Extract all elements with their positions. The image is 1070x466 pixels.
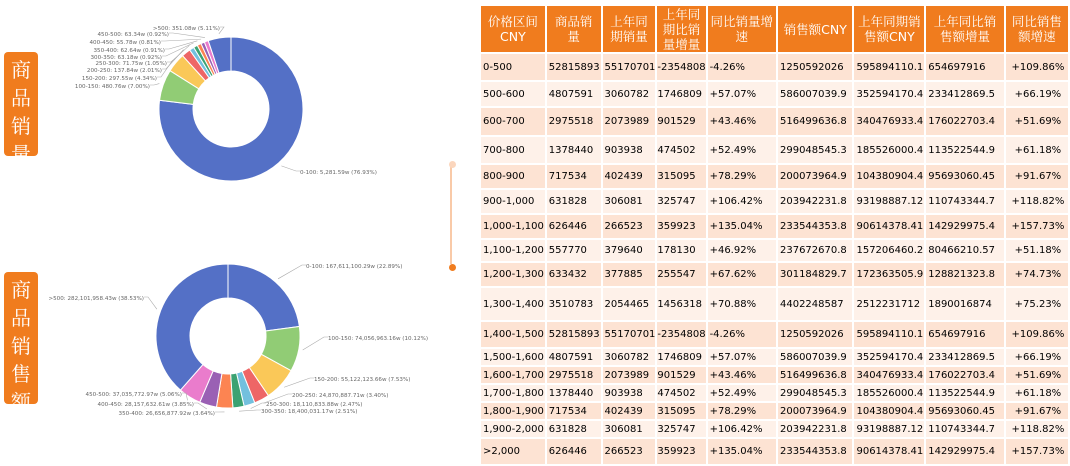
table-row xyxy=(481,322,1068,347)
slice-label-line xyxy=(303,337,328,350)
table-cell: 3060782 xyxy=(603,82,656,106)
table-cell: 266523 xyxy=(603,439,656,464)
table-cell: 113522544.9 xyxy=(926,137,1004,163)
table-cell: 340476933.4 xyxy=(854,367,924,383)
table-cell: 901529 xyxy=(657,108,705,135)
table-cell: 631828 xyxy=(547,421,601,437)
table-cell: 299048545.3 xyxy=(778,137,852,163)
table-cell: 3060782 xyxy=(603,349,656,365)
table-cell: 233412869.5 xyxy=(926,82,1004,106)
table-cell: 1,100-1,200 xyxy=(481,240,545,261)
table-cell: 1,900-2,000 xyxy=(481,421,545,437)
table-cell: 200073964.9 xyxy=(778,403,852,419)
table-header: 上年同期比销量增量 xyxy=(657,6,705,52)
table-cell: 1,600-1,700 xyxy=(481,367,545,383)
table-cell: 800-900 xyxy=(481,165,545,188)
table-cell: +52.49% xyxy=(708,385,776,401)
slice-label-line xyxy=(281,166,300,171)
slice-label: 450-500: 37,035,772.97w (5.06%) xyxy=(86,392,182,398)
slice-label: 200-250: 137.84w (2.01%) xyxy=(87,68,162,74)
slice-label-line xyxy=(278,265,306,279)
table-cell: +70.88% xyxy=(708,288,776,320)
table-row xyxy=(481,54,1068,80)
table-cell: +78.29% xyxy=(708,403,776,419)
table-cell: 315095 xyxy=(657,165,705,188)
table-cell: 379640 xyxy=(603,240,656,261)
table-row xyxy=(481,385,1068,401)
table-header: 上年同期销量 xyxy=(603,6,656,52)
slice-label: 450-500: 63.34w (0.92%) xyxy=(97,32,169,38)
table-cell: 654697916 xyxy=(926,322,1004,347)
table-cell: +52.49% xyxy=(708,137,776,163)
sales-amount-donut-chart xyxy=(42,225,462,440)
slice-label-line xyxy=(284,378,314,387)
slice-label: 400-450: 55.78w (0.81%) xyxy=(89,40,161,46)
table-cell: 255547 xyxy=(657,263,705,286)
table-cell: 110743344.7 xyxy=(926,190,1004,213)
table-row xyxy=(481,137,1068,163)
table-cell: 352594170.4 xyxy=(854,82,924,106)
table-cell: 1,300-1,400 xyxy=(481,288,545,320)
table-cell: -2354808 xyxy=(657,54,705,80)
slice-label: 0-100: 167,611,100.29w (22.89%) xyxy=(306,264,402,270)
table-cell: 474502 xyxy=(657,137,705,163)
table-cell: +51.69% xyxy=(1006,108,1068,135)
table-cell: 325747 xyxy=(657,190,705,213)
table-cell: 128821323.8 xyxy=(926,263,1004,286)
table-cell: 516499636.8 xyxy=(778,367,852,383)
table-cell: 185526000.4 xyxy=(854,385,924,401)
table-cell: 2073989 xyxy=(603,108,656,135)
table-cell: +43.46% xyxy=(708,108,776,135)
table-cell: 203942231.8 xyxy=(778,190,852,213)
table-cell: 352594170.4 xyxy=(854,349,924,365)
table-cell: 500-600 xyxy=(481,82,545,106)
table-cell: 4402248587 xyxy=(778,288,852,320)
table-row xyxy=(481,367,1068,383)
table-header: 商品销量 xyxy=(547,6,601,52)
table-cell: +75.23% xyxy=(1006,288,1068,320)
table-header: 同比销量增速 xyxy=(708,6,776,52)
table-cell: 1,000-1,100 xyxy=(481,215,545,238)
table-cell: 717534 xyxy=(547,165,601,188)
table-cell: 142929975.4 xyxy=(926,439,1004,464)
table-cell: 2975518 xyxy=(547,367,601,383)
timeline-connector xyxy=(449,160,453,264)
table-cell: +118.82% xyxy=(1006,421,1068,437)
table-cell: +61.18% xyxy=(1006,137,1068,163)
table-cell: +109.86% xyxy=(1006,322,1068,347)
table-cell: 80466210.57 xyxy=(926,240,1004,261)
table-row xyxy=(481,439,1068,464)
table-cell: 1,200-1,300 xyxy=(481,263,545,286)
table-cell: 402439 xyxy=(603,403,656,419)
table-cell: 1890016874 xyxy=(926,288,1004,320)
table-cell: 266523 xyxy=(603,215,656,238)
table-cell: 4807591 xyxy=(547,349,601,365)
table-cell: +91.67% xyxy=(1006,165,1068,188)
table-cell: 1,500-1,600 xyxy=(481,349,545,365)
table-cell: 1456318 xyxy=(657,288,705,320)
table-cell: 172363505.9 xyxy=(854,263,924,286)
table-cell: 0-500 xyxy=(481,54,545,80)
table-cell: -2354808 xyxy=(657,322,705,347)
timeline-dot-bottom xyxy=(449,264,456,271)
table-cell: 90614378.41 xyxy=(854,215,924,238)
table-cell: 110743344.7 xyxy=(926,421,1004,437)
table-cell: +66.19% xyxy=(1006,82,1068,106)
table-cell: 176022703.4 xyxy=(926,108,1004,135)
table-row xyxy=(481,165,1068,188)
table-cell: +61.18% xyxy=(1006,385,1068,401)
table-cell: 631828 xyxy=(547,190,601,213)
table-cell: 55170701 xyxy=(603,54,656,80)
slice-label: 300-350: 63.18w (0.92%) xyxy=(90,55,162,61)
table-cell: 301184829.7 xyxy=(778,263,852,286)
table-cell: 1,800-1,900 xyxy=(481,403,545,419)
slice-label: 100-150: 480.76w (7.00%) xyxy=(75,84,150,90)
table-cell: 176022703.4 xyxy=(926,367,1004,383)
table-cell: +106.42% xyxy=(708,190,776,213)
table-header: 销售额CNY xyxy=(778,6,852,52)
table-row xyxy=(481,288,1068,320)
table-cell: 306081 xyxy=(603,190,656,213)
table-cell: 1250592026 xyxy=(778,322,852,347)
table-cell: 325747 xyxy=(657,421,705,437)
table-cell: +57.07% xyxy=(708,82,776,106)
table-cell: 903938 xyxy=(603,137,656,163)
table-cell: 233544353.8 xyxy=(778,439,852,464)
table-cell: +118.82% xyxy=(1006,190,1068,213)
slice-label-line xyxy=(239,410,261,411)
table-cell: +51.69% xyxy=(1006,367,1068,383)
table-cell: 700-800 xyxy=(481,137,545,163)
slice-label: 350-400: 62.64w (0.91%) xyxy=(93,48,165,54)
table-cell: +74.73% xyxy=(1006,263,1068,286)
table-cell: 377885 xyxy=(603,263,656,286)
table-cell: +109.86% xyxy=(1006,54,1068,80)
table-cell: 104380904.4 xyxy=(854,165,924,188)
table-cell: 52815893 xyxy=(547,54,601,80)
slice-label-line xyxy=(169,33,205,38)
table-cell: 1378440 xyxy=(547,385,601,401)
table-cell: 1,700-1,800 xyxy=(481,385,545,401)
table-cell: -4.26% xyxy=(708,322,776,347)
table-cell: 306081 xyxy=(603,421,656,437)
table-cell: +46.92% xyxy=(708,240,776,261)
slice-label: 200-250: 24,870,887.71w (3.40%) xyxy=(292,393,388,399)
slice-label: 350-400: 26,656,877.92w (3.64%) xyxy=(119,411,215,417)
table-cell: 90614378.41 xyxy=(854,439,924,464)
table-cell: >2,000 xyxy=(481,439,545,464)
table-cell: 55170701 xyxy=(603,322,656,347)
table-cell: 93198887.12 xyxy=(854,190,924,213)
table-cell: 299048545.3 xyxy=(778,385,852,401)
table-cell: 626446 xyxy=(547,215,601,238)
table-cell: 600-700 xyxy=(481,108,545,135)
table-cell: 2054465 xyxy=(603,288,656,320)
table-cell: +135.04% xyxy=(708,439,776,464)
table-header: 价格区间CNY xyxy=(481,6,545,52)
sales-amount-label: 商 品 销 售 额 xyxy=(4,272,38,404)
table-cell: 1378440 xyxy=(547,137,601,163)
table-row xyxy=(481,108,1068,135)
table-row xyxy=(481,215,1068,238)
slice-label: >500: 282,101,958.43w (38.53%) xyxy=(48,296,144,302)
sales-volume-label: 商 品 销 量 xyxy=(4,52,38,156)
table-cell: 903938 xyxy=(603,385,656,401)
table-cell: 1250592026 xyxy=(778,54,852,80)
table-cell: 233412869.5 xyxy=(926,349,1004,365)
table-row xyxy=(481,263,1068,286)
table-cell: 200073964.9 xyxy=(778,165,852,188)
slice-label-line xyxy=(150,84,159,85)
table-cell: 1746809 xyxy=(657,349,705,365)
table-cell: 178130 xyxy=(657,240,705,261)
table-cell: 237672670.8 xyxy=(778,240,852,261)
slice-label: 250-300: 71.75w (1.05%) xyxy=(95,61,167,67)
slice-label: 150-200: 55,122,123.66w (7.53%) xyxy=(314,377,410,383)
table-cell: 142929975.4 xyxy=(926,215,1004,238)
table-cell: 1,400-1,500 xyxy=(481,322,545,347)
table-header: 上年同期销售额CNY xyxy=(854,6,924,52)
table-cell: 717534 xyxy=(547,403,601,419)
donut-slice xyxy=(228,264,299,331)
table-cell: 595894110.1 xyxy=(854,322,924,347)
table-cell: +51.18% xyxy=(1006,240,1068,261)
slice-label: 300-350: 18,400,031.17w (2.51%) xyxy=(261,409,357,415)
table-cell: +43.46% xyxy=(708,367,776,383)
table-row xyxy=(481,82,1068,106)
table-cell: +106.42% xyxy=(708,421,776,437)
table-cell: 185526000.4 xyxy=(854,137,924,163)
table-cell: 52815893 xyxy=(547,322,601,347)
table-cell: 2975518 xyxy=(547,108,601,135)
table-cell: 1746809 xyxy=(657,82,705,106)
table-cell: 586007039.9 xyxy=(778,82,852,106)
table-row xyxy=(481,421,1068,437)
table-cell: 157206460.2 xyxy=(854,240,924,261)
table-row xyxy=(481,240,1068,261)
table-row xyxy=(481,190,1068,213)
table-cell: 95693060.45 xyxy=(926,403,1004,419)
table-row xyxy=(481,349,1068,365)
table-cell: +135.04% xyxy=(708,215,776,238)
table-cell: +66.19% xyxy=(1006,349,1068,365)
table-cell: 474502 xyxy=(657,385,705,401)
sales-volume-donut-chart xyxy=(42,0,462,205)
table-cell: 900-1,000 xyxy=(481,190,545,213)
slice-label: 100-150: 74,056,963.16w (10.12%) xyxy=(328,336,428,342)
table-cell: 557770 xyxy=(547,240,601,261)
table-cell: 4807591 xyxy=(547,82,601,106)
slice-label: 0-100: 5,281.59w (76.93%) xyxy=(300,170,377,176)
table-cell: +91.67% xyxy=(1006,403,1068,419)
table-cell: 233544353.8 xyxy=(778,215,852,238)
donut-slice xyxy=(156,264,228,390)
table-cell: 626446 xyxy=(547,439,601,464)
table-cell: 359923 xyxy=(657,215,705,238)
table-cell: 654697916 xyxy=(926,54,1004,80)
table-cell: +78.29% xyxy=(708,165,776,188)
table-cell: 586007039.9 xyxy=(778,349,852,365)
slice-label: 400-450: 28,157,632.61w (3.85%) xyxy=(98,402,194,408)
table-cell: 95693060.45 xyxy=(926,165,1004,188)
table-cell: 516499636.8 xyxy=(778,108,852,135)
table-cell: +67.62% xyxy=(708,263,776,286)
table-cell: 113522544.9 xyxy=(926,385,1004,401)
slice-label: 250-300: 18,110,833.88w (2.47%) xyxy=(266,402,362,408)
slice-label-line xyxy=(144,297,157,309)
price-range-table xyxy=(479,4,1070,466)
table-cell: 633432 xyxy=(547,263,601,286)
table-cell: +57.07% xyxy=(708,349,776,365)
table-cell: 595894110.1 xyxy=(854,54,924,80)
table-cell: +157.73% xyxy=(1006,439,1068,464)
table-row xyxy=(481,403,1068,419)
table-cell: 203942231.8 xyxy=(778,421,852,437)
table-cell: 2073989 xyxy=(603,367,656,383)
table-cell: 402439 xyxy=(603,165,656,188)
table-header: 上年同比销售额增量 xyxy=(926,6,1004,52)
table-cell: 901529 xyxy=(657,367,705,383)
table-cell: -4.26% xyxy=(708,54,776,80)
slice-label-line xyxy=(161,39,201,41)
table-header: 同比销售额增速 xyxy=(1006,6,1068,52)
table-cell: 3510783 xyxy=(547,288,601,320)
table-cell: 2512231712 xyxy=(854,288,924,320)
table-cell: 104380904.4 xyxy=(854,403,924,419)
table-cell: 359923 xyxy=(657,439,705,464)
table-cell: 315095 xyxy=(657,403,705,419)
slice-label: 150-200: 297.55w (4.34%) xyxy=(82,76,157,82)
table-cell: +157.73% xyxy=(1006,215,1068,238)
table-cell: 93198887.12 xyxy=(854,421,924,437)
table-cell: 340476933.4 xyxy=(854,108,924,135)
timeline-dot-top xyxy=(449,161,456,168)
slice-label: >500: 351.08w (5.11%) xyxy=(153,26,220,32)
